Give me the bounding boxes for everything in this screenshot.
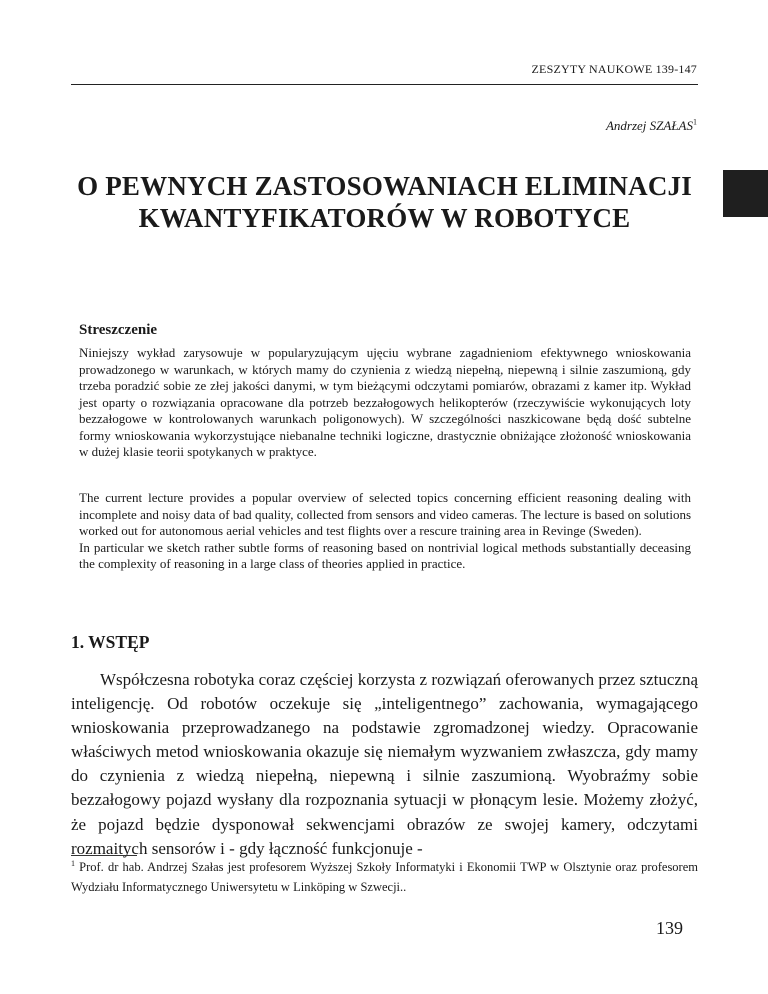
abstract-english-paragraph-1: The current lecture provides a popular overview of selected topics concerning efficient reasoning dealing with incomplete and noisy data of bad quality, collected from sensors and video cameras. The lecture is based on solutions worked out for autonomous aerial vehicles and test flights over a rescure training area in Revinge (Sweden). <box>79 490 691 538</box>
body-text <box>71 668 698 861</box>
page-number: 139 <box>656 918 683 938</box>
author-footnote-marker: 1 <box>693 117 697 127</box>
abstract-polish-text: Niniejszy wykład zarysowuje w popularyzującym ujęciu wybrane zagadnieniom efektywnego wnioskowania prowadzonego w warunkach, w których mamy do czynienia z wiedzą niepełną, niepewną i silnie zaszumioną, gdy trzeba poradzić sobie ze złej jakości danymi, w tym bieżącymi odczytami pomiarów, obrazami z kamer itp. Wykład jest oparty o rozwiązania opracowane dla potrzeb bezzałogowych helikopterów (rzeczywiście wykonujących loty bezzałogowe w kontrolowanych warunkach poligonowych). W szczególności naszkicowane będą dość subtelne formy wnioskowania wykorzystujące niebanalne techniki logiczne, drastycznie obniżające złożoność wnioskowania w dużej klasie teorii spotykanych w praktyce. <box>79 345 691 459</box>
abstract-english <box>79 490 691 573</box>
abstract-polish <box>79 345 691 461</box>
paper-title <box>71 170 698 234</box>
author-name: Andrzej SZAŁAS <box>605 118 693 133</box>
abstract-english-paragraph-2: In particular we sketch rather subtle forms of reasoning based on nontrivial logical methods substantially deceasing the complexity of reasoning in a large class of theories applied in practice. <box>79 539 691 571</box>
author-line <box>606 118 697 134</box>
header-rule <box>71 84 698 85</box>
footnote-marker: 1 <box>71 858 75 868</box>
footnote <box>71 857 698 897</box>
title-line-1: O PEWNYCH ZASTOSOWANIACH ELIMINACJI <box>77 171 692 201</box>
footnote-text: Prof. dr hab. Andrzej Szałas jest profesorem Wyższej Szkoły Informatyki i Ekonomii TWP w Olsztynie oraz profesorem Wydziału Informatycznego Uniwersytetu w Linköping w Szwecji.. <box>71 860 698 894</box>
footnote-rule <box>71 855 137 856</box>
body-paragraph: Współczesna robotyka coraz częściej korzysta z rozwiązań oferowanych przez sztuczną inteligencję. Od robotów oczekuje się „inteligentnego” zachowania, wymagającego wnioskowania przeprowadzanego na podstawie zgromadzonej wiedzy. Opracowanie właściwych metod wnioskowania okazuje się niemałym wyzwaniem zwłaszcza, gdy mamy do czynienia z wiedzą niepełną, niepewną i silnie zaszumioną. Wyobraźmy sobie bezzałogowy pojazd wysłany dla rozpoznania sytuacji w płonącym lesie. Możemy złożyć, że pojazd będzie dysponował sekwencjami obrazów ze swojej kamery, odczytami rozmaitych sensorów i - gdy łączność funkcjonuje - <box>71 670 698 858</box>
title-line-2: KWANTYFIKATORÓW W ROBOTYCE <box>138 203 631 233</box>
abstract-heading: Streszczenie <box>79 322 158 338</box>
section-heading: 1. WSTĘP <box>71 632 150 652</box>
running-title: ZESZYTY NAUKOWE 139-147 <box>531 62 697 76</box>
chapter-marker-tab <box>723 170 768 217</box>
